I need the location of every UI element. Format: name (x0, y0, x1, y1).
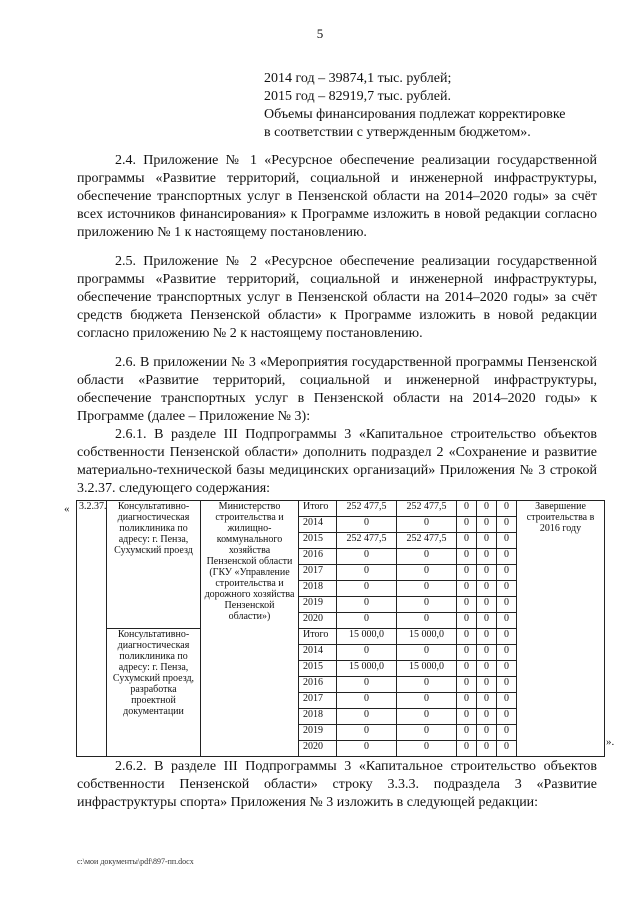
amount-cell: 252 477,5 (397, 533, 457, 549)
amount-cell: 0 (497, 501, 517, 517)
amount-cell: 0 (457, 693, 477, 709)
amount-cell: 0 (477, 629, 497, 645)
amount-cell: 0 (477, 501, 497, 517)
amount-cell: 0 (337, 565, 397, 581)
amount-cell: 0 (397, 677, 457, 693)
amount-cell: 0 (337, 725, 397, 741)
year-cell: 2019 (299, 597, 337, 613)
amount-cell: 0 (457, 725, 477, 741)
amount-cell: 0 (337, 517, 397, 533)
amount-cell: 252 477,5 (337, 533, 397, 549)
result-cell: Завершение строительства в 2016 году (517, 501, 605, 757)
amount-cell: 0 (497, 533, 517, 549)
amount-cell: 0 (497, 709, 517, 725)
amount-cell: 0 (337, 549, 397, 565)
amount-cell: 0 (497, 597, 517, 613)
amount-cell: 0 (477, 549, 497, 565)
amount-cell: 15 000,0 (337, 629, 397, 645)
year-cell: 2020 (299, 741, 337, 757)
amount-cell: 0 (477, 661, 497, 677)
amount-cell: 0 (337, 597, 397, 613)
amount-cell: 0 (397, 645, 457, 661)
amount-cell: 0 (497, 549, 517, 565)
amount-cell: 0 (477, 581, 497, 597)
amount-cell: 0 (337, 709, 397, 725)
amount-cell: 0 (477, 517, 497, 533)
year-cell: 2017 (299, 693, 337, 709)
amount-cell: 252 477,5 (397, 501, 457, 517)
amount-cell: 0 (497, 581, 517, 597)
amount-cell: 15 000,0 (337, 661, 397, 677)
object-name-cell: Консультативно-диагностическая поликлиника по адресу: г. Пенза, Сухумский проезд, разработка проектной документации (107, 629, 201, 757)
amount-cell: 15 000,0 (397, 661, 457, 677)
amount-cell: 0 (337, 741, 397, 757)
amount-cell: 15 000,0 (397, 629, 457, 645)
year-cell: 2016 (299, 549, 337, 565)
table-open-quote: « (64, 503, 70, 515)
table-close-quote: ». (606, 736, 615, 748)
amount-cell: 0 (337, 645, 397, 661)
funding-2015-line: 2015 год – 82919,7 тыс. рублей. (264, 89, 451, 104)
paragraph-2-6: 2.6. В приложении № 3 «Мероприятия государственной программы Пензенской области «Развитие территорий, социальной и инженерной инфраструктуры, обеспечение транспортных услуг в Пензенской области на 2014–2020 годы» к Программе (далее – Приложение № 3): (77, 355, 597, 424)
amount-cell: 0 (337, 613, 397, 629)
row-number-cell: 3.2.37. (77, 501, 107, 757)
paragraph-2-6-2: 2.6.2. В разделе III Подпрограммы 3 «Капитальное строительство объектов собственности Пензенской области» строку 3.3.3. подраздела 3 «Развитие инфраструктуры спорта» Приложения № 3 изложить в следующей редакции: (77, 759, 597, 810)
amount-cell: 0 (457, 581, 477, 597)
amount-cell: 0 (457, 501, 477, 517)
footer-file-path: c:\мои документы\pdf\897-пп.docx (77, 857, 194, 866)
amount-cell: 0 (457, 645, 477, 661)
paragraph-2-5: 2.5. Приложение № 2 «Ресурсное обеспечение реализации государственной программы «Развитие территорий, социальной и инженерной инфраструктуры, обеспечение транспортных услуг в Пензенской области на 2014–2020 годы» за счёт средств бюджета Пензенской области» к Программе изложить в новой редакции согласно приложению № 2 к настоящему постановлению. (77, 254, 597, 341)
amount-cell: 0 (477, 565, 497, 581)
amount-cell: 0 (397, 565, 457, 581)
year-cell: Итого (299, 501, 337, 517)
amount-cell: 0 (397, 693, 457, 709)
amount-cell: 0 (497, 725, 517, 741)
amount-cell: 0 (457, 661, 477, 677)
measures-table (76, 500, 605, 757)
amount-cell: 0 (497, 693, 517, 709)
amount-cell: 0 (497, 661, 517, 677)
year-cell: 2018 (299, 581, 337, 597)
amount-cell: 0 (497, 645, 517, 661)
amount-cell: 0 (477, 645, 497, 661)
amount-cell: 0 (457, 517, 477, 533)
amount-cell: 0 (397, 549, 457, 565)
year-cell: 2014 (299, 645, 337, 661)
amount-cell: 0 (457, 597, 477, 613)
amount-cell: 0 (477, 613, 497, 629)
amount-cell: 0 (497, 565, 517, 581)
amount-cell: 0 (337, 581, 397, 597)
amount-cell: 0 (397, 725, 457, 741)
amount-cell: 0 (397, 709, 457, 725)
paragraph-2-6-1: 2.6.1. В разделе III Подпрограммы 3 «Капитальное строительство объектов собственности Пензенской области» дополнить подраздел 2 «Сохранение и развитие материально-технической базы медицинских организаций» Приложения № 3 строкой 3.2.37. следующего содержания: (77, 427, 597, 496)
amount-cell: 0 (477, 725, 497, 741)
amount-cell: 0 (457, 549, 477, 565)
amount-cell: 0 (397, 517, 457, 533)
amount-cell: 0 (457, 533, 477, 549)
amount-cell: 0 (457, 677, 477, 693)
amount-cell: 0 (457, 709, 477, 725)
year-cell: 2017 (299, 565, 337, 581)
amount-cell: 0 (477, 741, 497, 757)
amount-cell: 0 (337, 693, 397, 709)
executor-cell: Министерство строительства и жилищно-коммунального хозяйства Пензенской области (ГКУ «Управление строительства и дорожного хозяйства Пензенской области») (201, 501, 299, 757)
page-number: 5 (316, 26, 324, 41)
funding-note-line-2: в соответствии с утвержденным бюджетом». (264, 125, 531, 140)
amount-cell: 0 (477, 709, 497, 725)
amount-cell: 0 (497, 613, 517, 629)
amount-cell: 0 (457, 629, 477, 645)
object-name-cell: Консультативно-диагностическая поликлиника по адресу: г. Пенза, Сухумский проезд (107, 501, 201, 629)
amount-cell: 0 (497, 741, 517, 757)
amount-cell: 0 (497, 677, 517, 693)
amount-cell: 0 (397, 581, 457, 597)
year-cell: 2018 (299, 709, 337, 725)
amount-cell: 0 (337, 677, 397, 693)
year-cell: 2015 (299, 533, 337, 549)
funding-note-line-1: Объемы финансирования подлежат корректировке (264, 107, 566, 122)
amount-cell: 0 (397, 613, 457, 629)
amount-cell: 0 (477, 597, 497, 613)
amount-cell: 0 (497, 629, 517, 645)
amount-cell: 0 (397, 741, 457, 757)
paragraph-2-4: 2.4. Приложение № 1 «Ресурсное обеспечение реализации государственной программы «Развитие территорий, социальной и инженерной инфраструктуры, обеспечение транспортных услуг в Пензенской области на 2014–2020 годы» за счёт всех источников финансирования» к Программе изложить в новой редакции согласно приложению № 1 к настоящему постановлению. (77, 153, 597, 240)
amount-cell: 0 (477, 693, 497, 709)
amount-cell: 0 (457, 613, 477, 629)
year-cell: 2020 (299, 613, 337, 629)
year-cell: 2015 (299, 661, 337, 677)
amount-cell: 0 (397, 597, 457, 613)
amount-cell: 0 (477, 677, 497, 693)
year-cell: 2019 (299, 725, 337, 741)
year-cell: 2014 (299, 517, 337, 533)
amount-cell: 0 (457, 565, 477, 581)
amount-cell: 0 (497, 517, 517, 533)
amount-cell: 0 (477, 533, 497, 549)
amount-cell: 252 477,5 (337, 501, 397, 517)
amount-cell: 0 (457, 741, 477, 757)
table-row (77, 501, 605, 517)
funding-2014-line: 2014 год – 39874,1 тыс. рублей; (264, 71, 452, 86)
year-cell: Итого (299, 629, 337, 645)
year-cell: 2016 (299, 677, 337, 693)
